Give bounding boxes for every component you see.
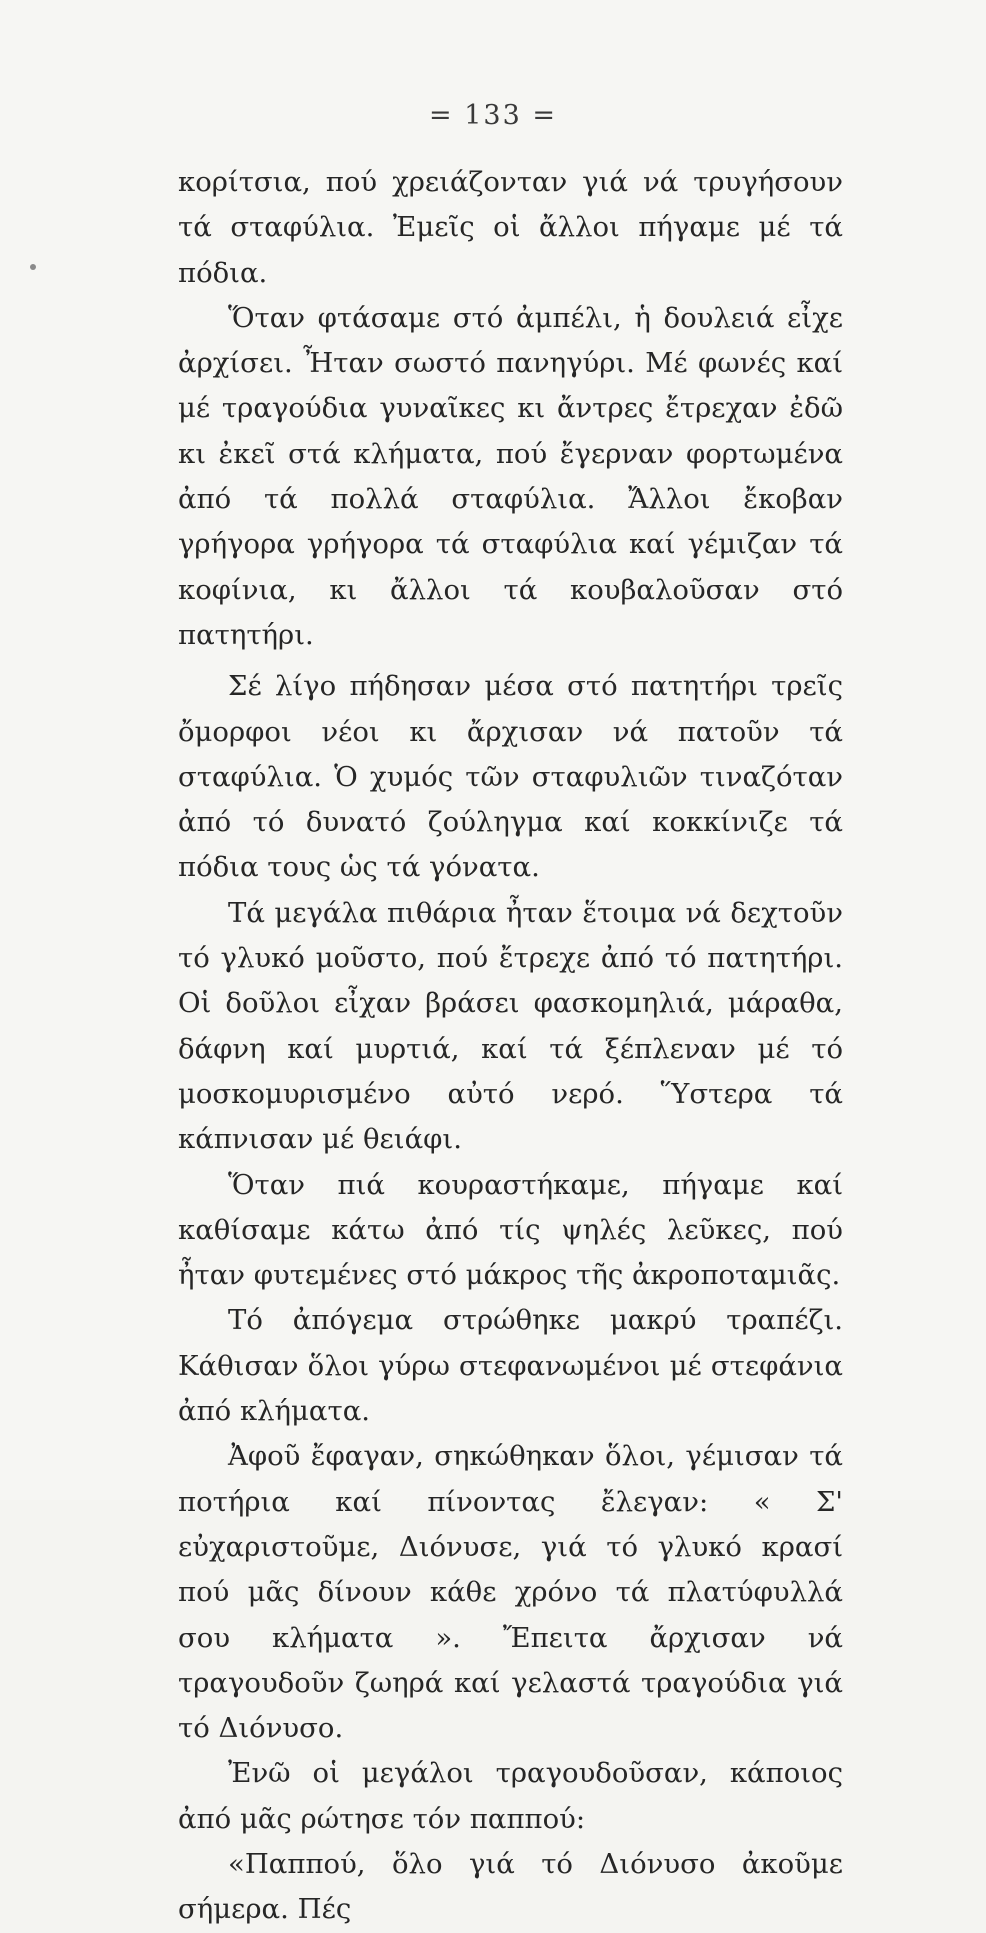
page-number: = 133 = — [429, 100, 557, 131]
paragraph: Ὅταν πιά κουραστήκαμε, πήγαμε καί καθίσαμε κάτω ἀπό τίς ψηλές λεῦκες, πού ἦταν φυτεμένες στό μάκρος τῆς ἀκροποταμιᾶς. — [178, 1168, 843, 1292]
paragraph: Σέ λίγο πήδησαν μέσα στό πατητήρι τρεῖς ὄμορφοι νέοι κι ἄρχισαν νά πατοῦν τά σταφύλια. Ὁ χυμός τῶν σταφυλιῶν τιναζόταν ἀπό τό δυνατό ζούληγμα καί κοκκίνιζε τά πόδια τους ὡς τά γόνατα. — [178, 670, 843, 884]
paragraph: Τό ἀπόγεμα στρώθηκε μακρύ τραπέζι. Κάθισαν ὅλοι γύρω στεφανωμένοι μέ στεφάνια ἀπό κλήματα. — [178, 1304, 843, 1428]
paragraph: «Παππού, ὅλο γιά τό Διόνυσο ἀκοῦμε σήμερα. Πές — [178, 1847, 843, 1926]
page-text — [178, 160, 843, 1933]
paragraph: Τά μεγάλα πιθάρια ἦταν ἕτοιμα νά δεχτοῦν τό γλυκό μοῦστο, πού ἔτρεχε ἀπό τό πατητήρι. Οἱ δοῦλοι εἶχαν βράσει φασκομηλιά, μάραθα, δάφνη καί μυρτιά, καί τά ξέπλεναν μέ τό μοσκομυρισμένο αὐτό νερό. Ὕστερα τά κάπνισαν μέ θειάφι. — [178, 896, 843, 1156]
paragraph: κορίτσια, πού χρειάζονταν γιά νά τρυγήσουν τά σταφύλια. Ἐμεῖς οἱ ἄλλοι πήγαμε μέ τά πόδια. — [178, 166, 843, 289]
paragraph: Ἐνῶ οἱ μεγάλοι τραγουδοῦσαν, κάποιος ἀπό μᾶς ρώτησε τόν παππού: — [178, 1757, 843, 1835]
margin-mark — [30, 264, 36, 270]
paragraph: Ὅταν φτάσαμε στό ἀμπέλι, ἡ δουλειά εἶχε ἀρχίσει. Ἦταν σωστό πανηγύρι. Μέ φωνές καί μέ τραγούδια γυναῖκες κι ἄντρες ἔτρεχαν ἐδῶ κι ἐκεῖ στά κλήματα, πού ἔγερναν φορτωμένα ἀπό τά πολλά σταφύλια. Ἄλλοι ἔκοβαν γρήγορα γρήγορα τά σταφύλια καί γέμιζαν τά κοφίνια, κι ἄλλοι τά κουβαλοῦσαν στό πατητήρι. — [178, 301, 843, 651]
paragraph: Ἀφοῦ ἔφαγαν, σηκώθηκαν ὅλοι, γέμισαν τά ποτήρια καί πίνοντας ἔλεγαν: « Σ' εὐχαριστοῦμε, Διόνυσε, γιά τό γλυκό κρασί πού μᾶς δίνουν κάθε χρόνο τά πλατύφυλλά σου κλήματα ». Ἔπειτα ἄρχισαν νά τραγουδοῦν ζωηρά καί γελαστά τραγούδια γιά τό Διόνυσο. — [178, 1440, 843, 1745]
